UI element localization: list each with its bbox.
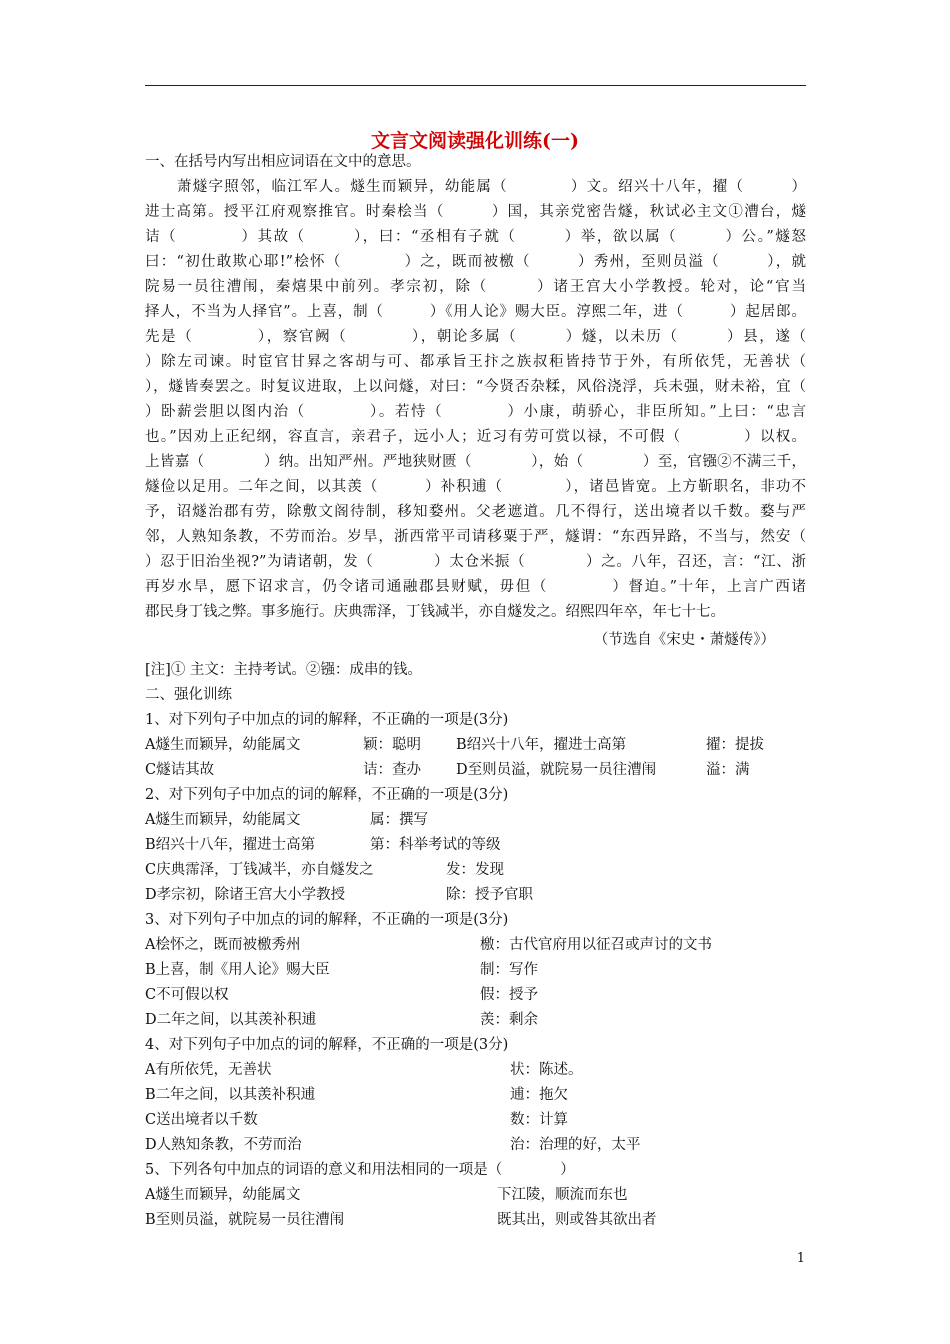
q2-option-a: A燧生而颖异，幼能属文: [145, 812, 301, 828]
page-title: 文言文阅读强化训练(一): [371, 130, 579, 152]
q5-option-a-compare: 下江陵，顺流而东也: [497, 1187, 628, 1203]
question-3-stem: 3、对下列句子中加点的词的解释，不正确的一项是(3分): [145, 912, 509, 928]
passage-line: 邻，人熟知条教，不劳而治。岁旱，浙西常平司请移粟于严，燧谓：“东西异路，不当与，然安（: [145, 529, 806, 545]
passage-line: ）除左司谏。时宦官甘昪之客胡与可、都承旨王抃之族叔秬皆持节于外，有所依凭，无善状（: [145, 354, 806, 370]
section1-heading: 一、在括号内写出相应词语在文中的意思。: [145, 154, 421, 170]
q5-option-b-compare: 既其出，则或咎其欲出者: [497, 1212, 657, 1228]
q3-option-a: A桧怀之，既而被檄秀州: [145, 937, 301, 953]
q2-option-b-gloss: 第：科举考试的等级: [370, 837, 501, 853]
question-5-stem: 5、下列各句中加点的词语的意义和用法相同的一项是（ ）: [145, 1162, 575, 1178]
q1-option-c-gloss: 诘：查办: [363, 762, 421, 778]
q5-option-a: A燧生而颖异，幼能属文: [145, 1187, 301, 1203]
passage-source: （节选自《宋史・萧燧传》）: [593, 632, 775, 648]
passage-line: 予，诏燧治郡有劳，除敷文阁待制，移知婺州。父老遮道。几不得行，送出境者以千数。婺与严: [145, 504, 806, 520]
q1-option-b-gloss: 擢：提拔: [706, 737, 764, 753]
passage-line: 郡民身丁钱之弊。事多施行。庆典霈泽，丁钱减半，亦自燧发之。绍熙四年卒，年七十七。: [145, 604, 725, 620]
q1-option-a-gloss: 颖：聪明: [363, 737, 421, 753]
passage-line: 院易一员往漕闱，秦熺果中前列。孝宗初，除（ ）诸王宫大小学教授。轮对，论“官当: [145, 279, 806, 295]
passage-line: 上皆嘉（ ）纳。出知严州。严地狭财匮（ ），始（ ）至，官镪②不满三千，: [145, 454, 806, 470]
q2-option-d: D孝宗初，除诸王宫大小学教授: [145, 887, 346, 903]
q1-option-d-gloss: 溢：满: [706, 762, 750, 778]
q2-option-d-gloss: 除：授予官职: [446, 887, 533, 903]
q2-option-c-gloss: 发：发现: [446, 862, 504, 878]
question-4-stem: 4、对下列句子中加点的词的解释，不正确的一项是(3分): [145, 1037, 509, 1053]
passage-line: ），燧皆奏罢之。时复议进取，上以问燧，对曰：“今贤否杂糅，风俗浇浮，兵未强，财未裕，宜（: [145, 379, 806, 395]
q1-option-b: B绍兴十八年，擢进士高第: [456, 737, 627, 753]
passage-line: 进士高第。授平江府观察推官。时秦桧当（ ）国，其亲党密告燧，秋试必主文①漕台，燧: [145, 204, 806, 220]
q2-option-a-gloss: 属：撰写: [370, 812, 428, 828]
q2-option-c: C庆典霈泽，丁钱减半，亦自燧发之: [145, 862, 374, 878]
passage-line: ）卧薪尝胆以图内治（ ）。若恃（ ）小康，萌骄心，非臣所知。”上曰：“忠言: [145, 404, 806, 420]
footnote: [注]① 主文：主持考试。②镪：成串的钱。: [145, 662, 422, 678]
q4-option-b-gloss: 逋：拖欠: [510, 1087, 568, 1103]
q3-option-b: B上喜，制《用人论》赐大臣: [145, 962, 330, 978]
q3-option-c-gloss: 假：授予: [480, 987, 538, 1003]
q4-option-c-gloss: 数：计算: [510, 1112, 568, 1128]
q3-option-d-gloss: 羡：剩余: [480, 1012, 538, 1028]
q1-option-c: C燧诘其故: [145, 762, 215, 778]
passage-line: 先是（ ），察官阙（ ），朝论多属（ ）燧，以未历（ ）县，遂（: [145, 329, 806, 345]
q4-option-a-gloss: 状：陈述。: [510, 1062, 583, 1078]
q4-option-d-gloss: 治：治理的好，太平: [510, 1137, 641, 1153]
passage-line: ）忍于旧治坐视?”为请诸朝，发（ ）太仓米振（ ）之。八年，召还，言：“江、浙: [145, 554, 806, 570]
q4-option-a: A有所依凭，无善状: [145, 1062, 272, 1078]
page-number: 1: [796, 1251, 805, 1266]
q5-option-b: B至则员溢，就院易一员往漕闱: [145, 1212, 345, 1228]
question-2-stem: 2、对下列句子中加点的词的解释，不正确的一项是(3分): [145, 787, 509, 803]
q3-option-b-gloss: 制：写作: [480, 962, 538, 978]
passage-line: 燧俭以足用。二年之间，以其羡（ ）补积逋（ ），诸邑皆宽。上方靳职名，非功不: [145, 479, 806, 495]
passage-line: 择人，不当为人择官”。上喜，制（ ）《用人论》赐大臣。淳熙二年，进（ ）起居郎。: [145, 304, 806, 320]
passage-line: 萧燧字照邻，临江军人。燧生而颖异，幼能属（ ）文。绍兴十八年，擢（ ）: [177, 179, 806, 195]
q4-option-d: D人熟知条教，不劳而治: [145, 1137, 302, 1153]
passage-line: 曰：“初仕敢欺心耶!”桧怀（ ）之，既而被檄（ ）秀州，至则员溢（ ），就: [145, 254, 806, 270]
q4-option-c: C送出境者以千数: [145, 1112, 258, 1128]
q1-option-d: D至则员溢，就院易一员往漕闱: [456, 762, 657, 778]
question-1-stem: 1、对下列句子中加点的词的解释，不正确的一项是(3分): [145, 712, 509, 728]
header-rule: [145, 85, 806, 86]
passage-line: 也。”因劝上正纪纲，容直言，亲君子，远小人；近习有劳可赏以禄，不可假（ ）以权。: [145, 429, 806, 445]
q3-option-a-gloss: 檄：古代官府用以征召或声讨的文书: [480, 937, 712, 953]
q1-option-a: A燧生而颖异，幼能属文: [145, 737, 301, 753]
q3-option-d: D二年之间，以其羡补积逋: [145, 1012, 317, 1028]
q3-option-c: C不可假以权: [145, 987, 229, 1003]
q4-option-b: B二年之间，以其羡补积逋: [145, 1087, 316, 1103]
section2-heading: 二、强化训练: [145, 687, 232, 703]
q2-option-b: B绍兴十八年，擢进士高第: [145, 837, 316, 853]
passage-line: 诘（ ）其故（ ），曰：“丞相有子就（ ）举，欲以属（ ）公。”燧怒: [145, 229, 806, 245]
passage-line: 再岁水旱，愿下诏求言，仍令诸司通融郡县财赋，毋但（ ）督迫。”十年，上言广西诸: [145, 579, 806, 595]
